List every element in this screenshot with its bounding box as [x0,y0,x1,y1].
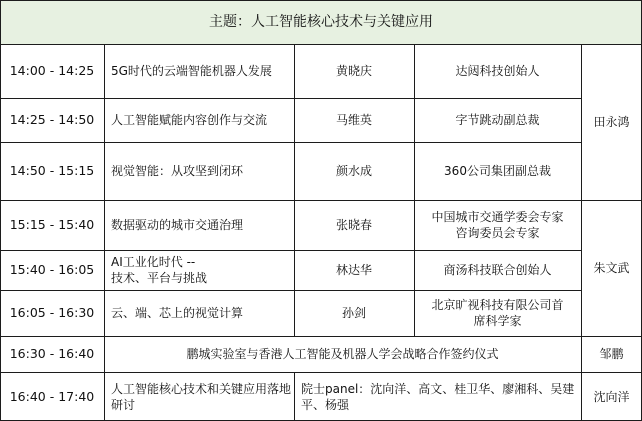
session-time-text: 15:40 - 16:05 [9,262,95,277]
session-host [581,336,642,372]
session-topic [104,142,294,200]
column-divider [0,0,1,421]
row-divider [0,372,642,373]
session-speaker-text: 孙剑 [341,306,366,320]
session-host-text: 朱文武 [593,261,630,275]
column-divider [414,44,415,336]
table-title [0,0,642,44]
column-divider [294,372,295,421]
session-topic [104,98,294,142]
session-org [414,250,581,290]
column-divider [104,44,105,421]
session-panel-text: 院士panel：沈向洋、高文、桂卫华、廖湘科、吴建平、杨强 [301,381,575,412]
session-topic [104,200,294,250]
session-speaker [294,142,414,200]
session-org [414,142,581,200]
session-host [581,44,642,200]
row-divider [0,142,581,143]
session-topic [104,44,294,98]
session-org-text: 字节跳动副总裁 [455,113,540,127]
row-divider [0,0,642,1]
session-time [0,250,104,290]
session-topic [104,250,294,290]
session-org-text: 达闼科技创始人 [455,64,540,78]
session-host-text: 沈向洋 [593,389,630,404]
session-org-text: 360公司集团副总裁 [444,164,551,178]
session-host-text: 邹鹏 [599,347,624,361]
session-speaker-text: 马维英 [335,113,372,127]
session-topic-text: 人工智能赋能内容创作与交流 [111,113,268,127]
session-org [414,200,581,250]
session-time-text: 16:40 - 17:40 [9,388,95,404]
session-event [104,336,581,372]
row-divider [0,336,642,337]
session-time [0,142,104,200]
session-host [581,372,642,421]
row-divider [0,290,581,291]
session-time [0,372,104,421]
session-topic-text: 5G时代的云端智能机器人发展 [111,64,272,78]
session-topic-text: 视觉智能：从攻坚到闭环 [111,164,244,178]
session-time [0,200,104,250]
session-speaker-text: 林达华 [335,263,372,277]
session-org-text: 中国城市交通学委会专家咨询委员会专家 [431,210,564,240]
session-speaker [294,290,414,336]
session-speaker [294,98,414,142]
session-topic-text: AI工业化时代 -- 技术、平台与挑战 [111,255,208,285]
session-speaker [294,200,414,250]
session-time [0,290,104,336]
session-topic [104,372,294,421]
session-host [581,200,642,336]
session-speaker-text: 颜水成 [335,164,372,178]
session-time-text: 14:00 - 14:25 [9,63,95,78]
session-speaker-text: 张晓春 [335,218,372,232]
session-org-text: 商汤科技联合创始人 [443,263,552,277]
row-divider [0,98,581,99]
column-divider [294,44,295,336]
session-topic-text: 数据驱动的城市交通治理 [111,218,244,232]
session-time-text: 16:30 - 16:40 [9,346,95,361]
row-divider [0,44,642,45]
row-divider [0,200,642,201]
session-org [414,290,581,336]
session-time-text: 15:15 - 15:40 [9,217,95,232]
session-time [0,44,104,98]
column-divider [581,44,582,421]
session-speaker [294,250,414,290]
session-time-text: 14:50 - 15:15 [9,163,95,178]
session-speaker-text: 黄晓庆 [335,64,372,78]
session-org-text: 北京旷视科技有限公司首席科学家 [431,298,564,328]
session-topic-text: 云、端、芯上的视觉计算 [111,306,244,320]
session-time [0,98,104,142]
row-divider [0,250,581,251]
session-time [0,336,104,372]
session-org [414,98,581,142]
session-speaker [294,44,414,98]
session-org [414,44,581,98]
session-topic [104,290,294,336]
session-panel [294,372,581,421]
session-time-text: 16:05 - 16:30 [9,305,95,320]
session-topic-text: 人工智能核心技术和关键应用落地研讨 [111,381,292,412]
table-title-text: 主题：人工智能核心技术与关键应用 [209,14,433,30]
session-time-text: 14:25 - 14:50 [9,112,95,127]
session-host-text: 田永鸿 [593,115,630,129]
session-event-text: 鹏城实验室与香港人工智能及机器人学会战略合作签约仪式 [186,347,499,361]
